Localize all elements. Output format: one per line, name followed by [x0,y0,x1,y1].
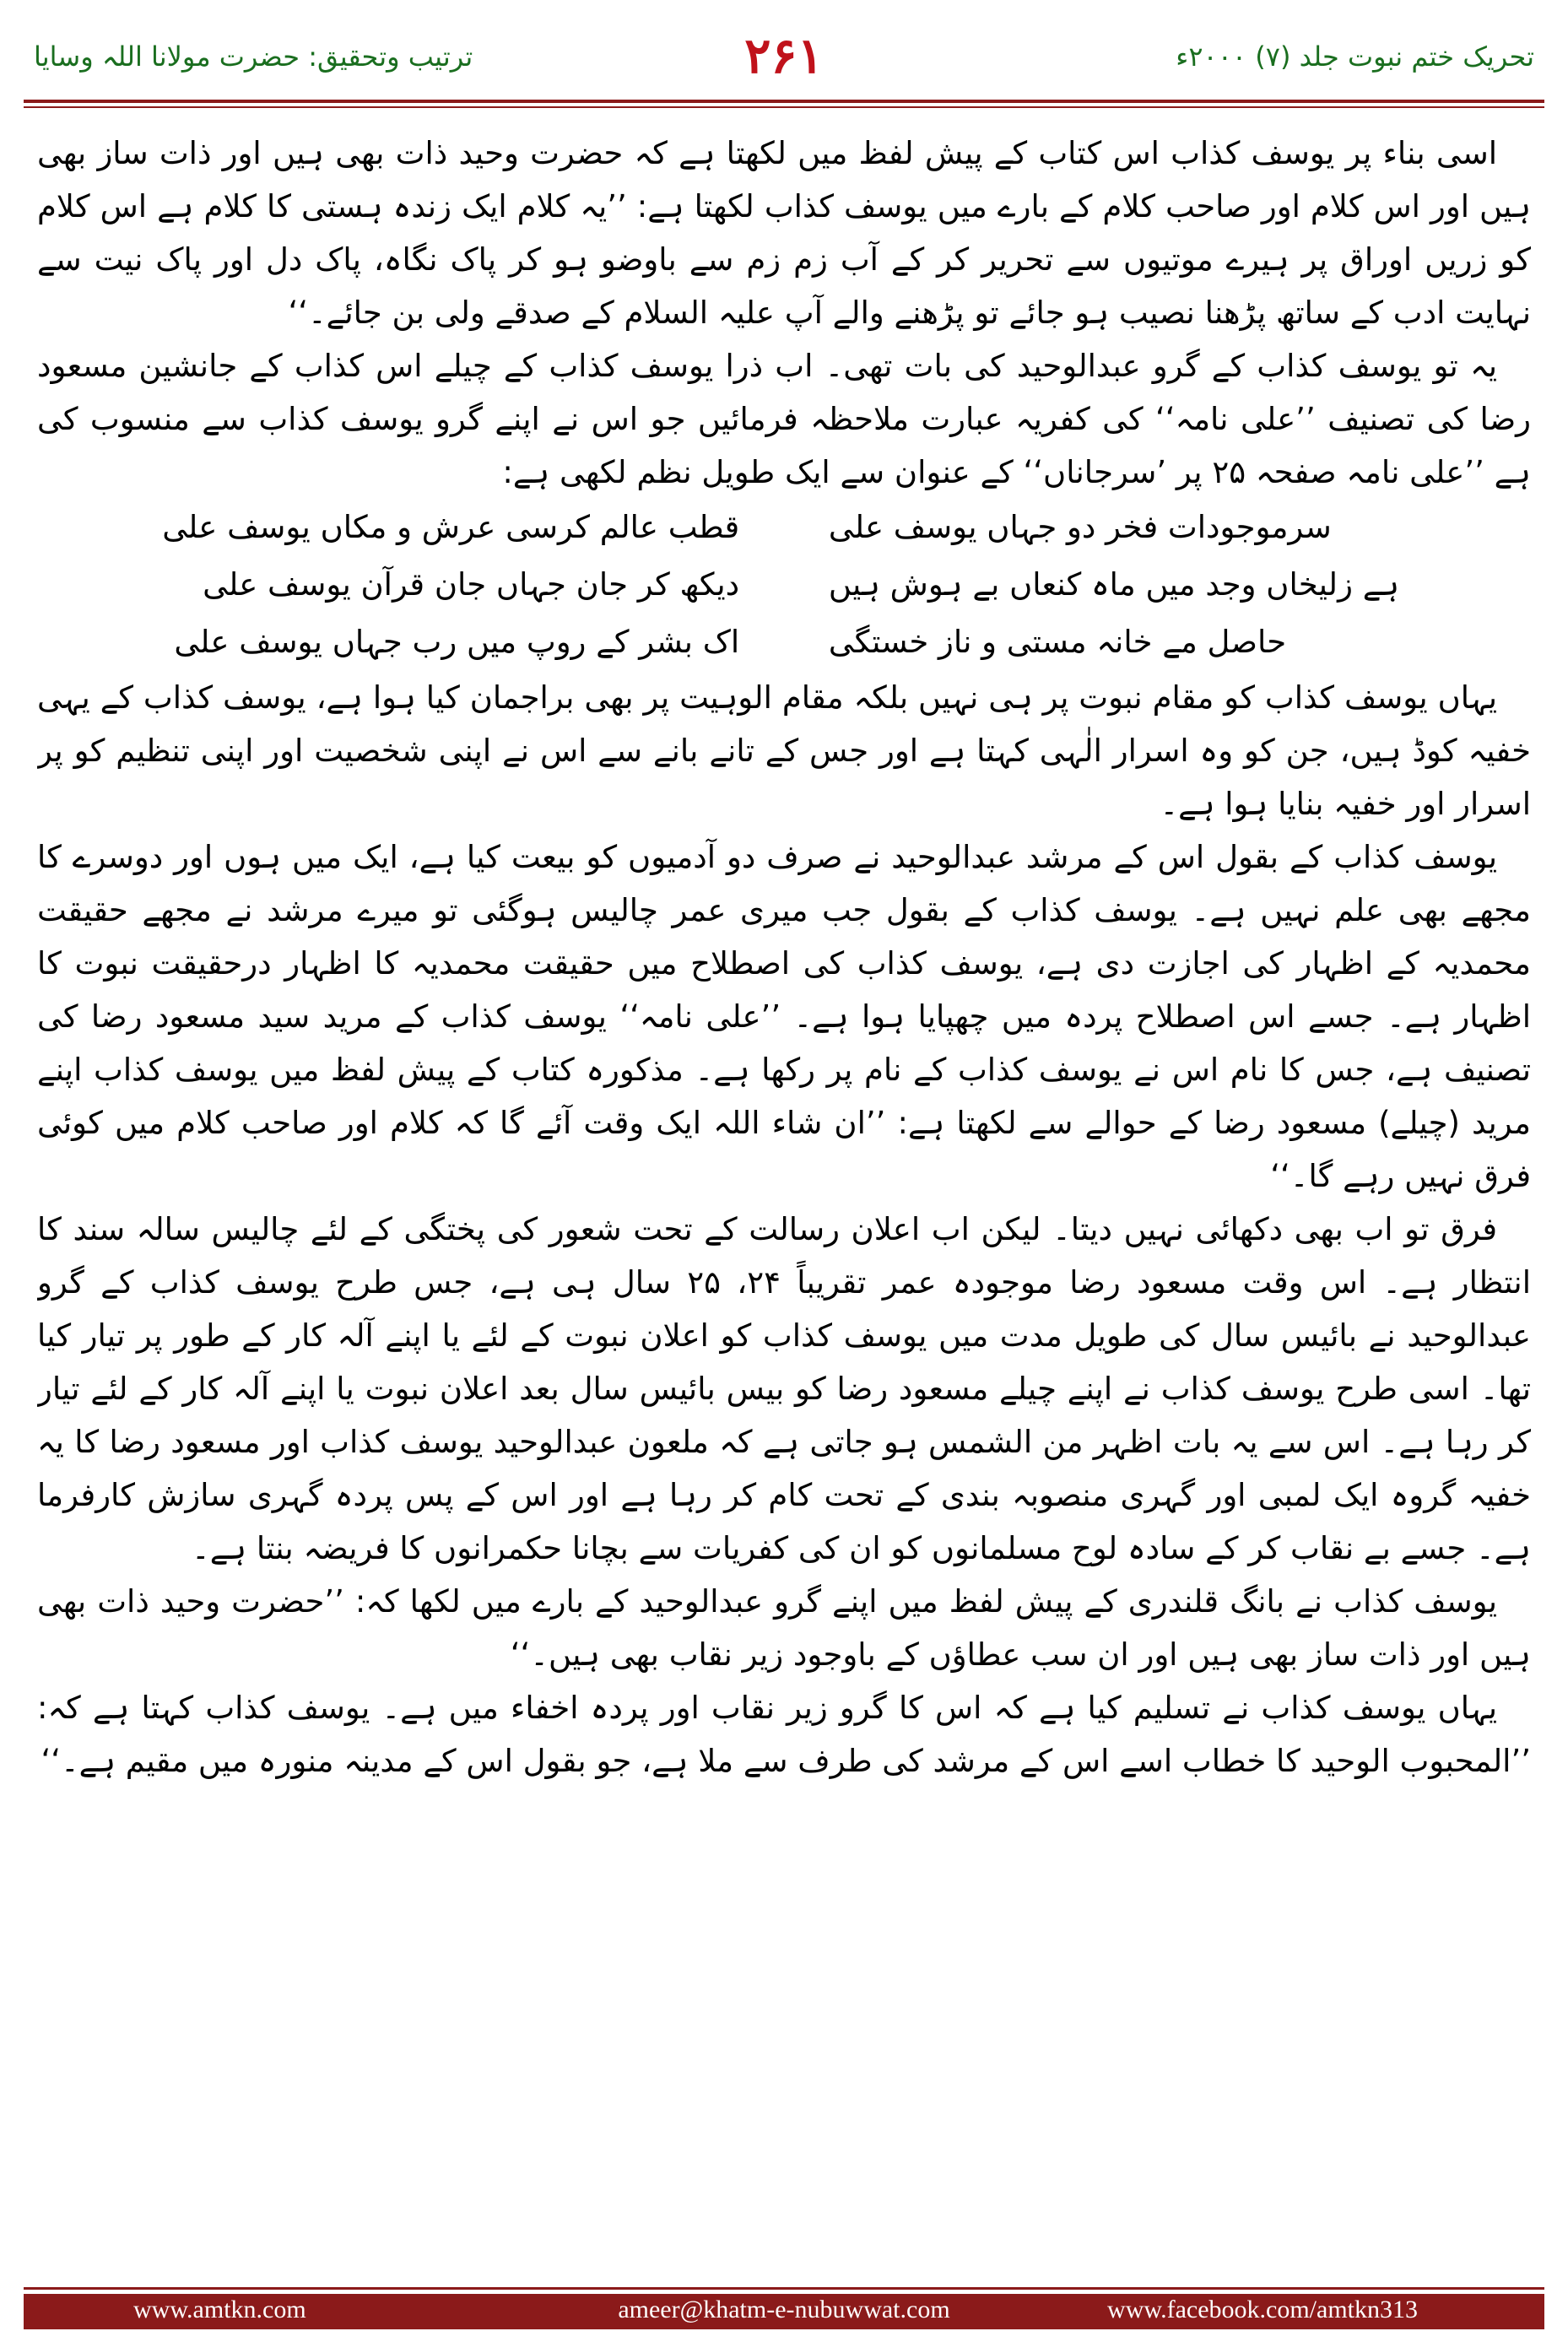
footer-website-link[interactable]: www.amtkn.com [133,2296,306,2323]
header-author: ترتیب وتحقیق: حضرت مولانا اللہ وسایا [34,41,473,73]
paragraph: یہاں یوسف کذاب کو مقام نبوت پر ہی نہیں بلکہ مقام الوہیت پر بھی براجمان کیا ہوا ہے، یوسف کذاب کے یہی خفیہ کوڈ ہیں، جن کو وہ اسرار الٰہی کہتا ہے اور جس کے تانے بانے سے اس نے اپنی شخصیت اور اپنی تنظیم کو پر اسرار اور خفیہ بنایا ہوا ہے۔ [37,679,1531,822]
paragraph: اسی بناء پر یوسف کذاب اس کتاب کے پیش لفظ میں لکھتا ہے کہ حضرت وحید ذات بھی ہیں اور ذات ساز بھی ہیں اور اس کلام اور صاحب کلام کے بارے میں یوسف کذاب لکھتا ہے: ’’یہ کلام ایک زندہ ہستی کا کلام ہے اس کلام کو زریں اوراق پر ہیرے موتیوں سے تحریر کر کے آب زم زم سے باوضو ہو کر پاک نگاہ، پاک دل اور پاک نیت سے نہایت ادب کے ساتھ پڑھنا نصیب ہو جائے تو پڑھنے والے آپ علیہ السلام کے صدقے ولی بن جائے۔‘‘ [37,135,1531,331]
verse-line-left: دیکھ کر جان جہاں جان قرآن یوسف علی [203,566,740,603]
paragraph: یوسف کذاب کے بقول اس کے مرشد عبدالوحید نے صرف دو آدمیوں کو بیعت کیا ہے، ایک میں ہوں اور دوسرے کا مجھے بھی علم نہیں ہے۔ یوسف کذاب کے بقول جب میری عمر چالیس ہوگئی تو میرے مرشد نے مجھے حقیقت محمدیہ کے اظہار کی اجازت دی ہے، یوسف کذاب کی اصطلاح میں حقیقت محمدیہ کا اظہار درحقیقت نبوت کا اظہار ہے۔ جسے اس اصطلاح پردہ میں چھپایا ہوا ہے۔ ’’علی نامہ‘‘ یوسف کذاب کے مرید سید مسعود رضا کی تصنیف ہے، جس کا نام اس نے یوسف کذاب کے نام پر رکھا ہے۔ مذکورہ کتاب کے پیش لفظ میں یوسف کذاب اپنے مرید (چیلے) مسعود رضا کے حوالے سے لکھتا ہے: ’’ان شاء اللہ ایک وقت آئے گا کہ کلام اور صاحب کلام میں کوئی فرق نہیں رہے گا۔‘‘ [37,839,1531,1194]
header-book-title: تحریک ختم نبوت جلد (۷) ۲۰۰۰ء [1176,41,1534,73]
footer-facebook-link[interactable]: www.facebook.com/amtkn313 [1107,2296,1418,2323]
poem-verse [37,556,1531,614]
poem-verse [37,614,1531,671]
page-footer [24,2294,1544,2329]
paragraph: فرق تو اب بھی دکھائی نہیں دیتا۔ لیکن اب اعلان رسالت کے تحت شعور کی پختگی کے لئے چالیس سالہ سند کا انتظار ہے۔ اس وقت مسعود رضا موجودہ عمر تقریباً ۲۴، ۲۵ سال ہی ہے، جس طرح یوسف کذاب کے گرو عبدالوحید نے بائیس سال کی طویل مدت میں یوسف کذاب کو اعلان نبوت کے لئے یا اپنے آلہ کار کے طور پر تیار کیا تھا۔ اسی طرح یوسف کذاب نے اپنے چیلے مسعود رضا کو بیس بائیس سال بعد اعلان نبوت یا اپنے آلہ کار کے لئے تیار کر رہا ہے۔ اس سے یہ بات اظہر من الشمس ہو جاتی ہے کہ ملعون عبدالوحید یوسف کذاب اور مسعود رضا کا یہ خفیہ گروہ ایک لمبی اور گہری منصوبہ بندی کے تحت کام کر رہا ہے اور اس کے پس پردہ گہری سازش کارفرما ہے۔ جسے بے نقاب کر کے سادہ لوح مسلمانوں کو ان کی کفریات سے بچانا حکمرانوں کا فریضہ بنتا ہے۔ [37,1211,1531,1566]
poem [37,499,1531,671]
paragraph: یہ تو یوسف کذاب کے گرو عبدالوحید کی بات تھی۔ اب ذرا یوسف کذاب کے چیلے اس کذاب کے جانشین مسعود رضا کی تصنیف ’’علی نامہ‘‘ کی کفریہ عبارت ملاحظہ فرمائیں جو اس نے اپنے گرو یوسف کذاب سے منسوب کی ہے ’’علی نامہ صفحہ ۲۵ پر ’سرجاناں‘‘ کے عنوان سے ایک طویل نظم لکھی ہے: [37,348,1531,490]
verse-line-right: سرموجودات فخر دو جہاں یوسف علی [828,509,1332,545]
paragraph: یہاں یوسف کذاب نے تسلیم کیا ہے کہ اس کا گرو زیر نقاب اور پردہ اخفاء میں ہے۔ یوسف کذاب کہتا ہے کہ: ’’المحبوب الوحید کا خطاب اسے اس کے مرشد کی طرف سے ملا ہے، جو بقول اس کے مدینہ منورہ میں مقیم ہے۔‘‘ [37,1690,1531,1779]
page-number: ۲۶۱ [744,27,824,84]
verse-line-right: حاصل مے خانہ مستی و ناز خستگی [828,624,1287,660]
paragraph: یوسف کذاب نے بانگ قلندری کے پیش لفظ میں اپنے گرو عبدالوحید کے بارے میں لکھا کہ: ’’حضرت وحید ذات بھی ہیں اور ذات ساز بھی ہیں اور ان سب عطاؤں کے باوجود زیر نقاب بھی ہیں۔‘‘ [37,1583,1531,1673]
poem-verse [37,499,1531,556]
page-body [37,127,1531,2253]
footer-email-link[interactable]: ameer@khatm-e-nubuwwat.com [618,2296,950,2323]
verse-line-left: قطب عالم کرسی عرش و مکاں یوسف علی [162,509,740,545]
verse-line-right: ہے زلیخاں وجد میں ماہ کنعاں بے ہوش ہیں [828,566,1400,603]
verse-line-left: اک بشر کے روپ میں رب جہاں یوسف علی [174,624,740,660]
header-rule [24,100,1544,103]
footer-rule [24,2287,1544,2290]
header-rule-thin [24,106,1544,108]
page-header [25,27,1543,93]
